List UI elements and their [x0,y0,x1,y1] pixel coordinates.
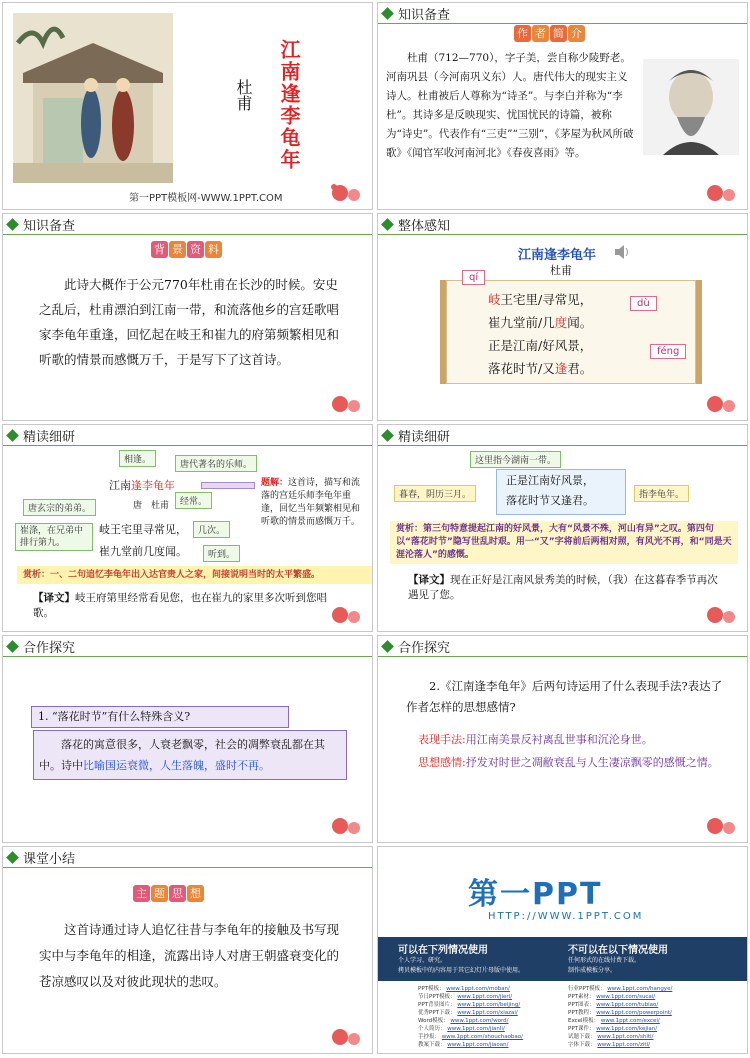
poem-line-1: 正是江南好风景， [506,474,594,487]
slide-3-background[interactable] [2,213,373,421]
flower-decoration-icon [703,179,741,205]
header-divider [3,867,372,868]
diamond-icon [381,218,394,231]
note-brother: 唐玄宗的弟弟。 [23,499,96,516]
header-label: 合作探究 [23,640,76,656]
slide-header [3,214,75,234]
diamond-icon [6,851,19,864]
diamond-icon [381,7,394,20]
painting-image [13,13,173,183]
badge-char: 简 [550,25,567,42]
badge-char: 背 [151,241,168,258]
analysis-bar: 赏析：一、二句追忆李龟年出入达官贵人之家，间接说明当时的太平繁盛。 [17,566,373,584]
poem-line: 岐王宅里/寻常见， [488,292,593,307]
badge-char: 题 [151,885,168,902]
note-musician: 唐代著名的乐师。 [175,455,257,472]
header-label: 精读细研 [398,429,451,445]
badge-background [151,241,222,258]
diamond-icon [6,640,19,653]
flower-decoration-icon [703,601,741,627]
poem-lines [488,288,592,380]
header-divider [378,445,747,446]
poem-author: 杜甫 [550,264,572,277]
badge-char: 思 [169,885,186,902]
slide-header [3,425,75,445]
summary-text: 这首诗通过诗人追忆往昔与李龟年的接触及书写现实中与李龟年的相逢，流露出诗人对唐王朝盛衰变化的苍凉感叹以及对彼此现状的悲叹。 [39,922,340,989]
badge-char: 作 [514,25,531,42]
note-cui: 崔涤，在兄弟中排行第九。 [15,523,93,551]
tijie: 题解：这首诗，描写和流落的宫廷乐师李龟年重逢，回忆当年频繁相见和听歌的情景而感慨万千。 [261,478,361,527]
flower-decoration-icon [328,179,366,205]
link-row[interactable]: 个人简历： www.1ppt.com/jianli/ [418,1026,505,1032]
badge-author-intro [514,25,585,42]
answer-text: 落花的寓意很多，人衰老飘零，社会的凋弊衰乱都在其中。诗中比喻国运衰微，人生落魄，盛时不再。 [39,738,325,772]
flower-decoration-icon [328,601,366,627]
slide-header [378,214,450,234]
slide-6-close-reading[interactable] [377,424,748,632]
poem-title: 江南逢李龟年 [109,479,175,492]
badge-char: 想 [187,885,204,902]
can-use-item: 个人学习、研究。 [398,957,447,964]
slide-10-end-page[interactable] [377,846,748,1054]
link-row[interactable]: PPT模板： www.1ppt.com/moban/ [418,986,510,992]
links-left [418,985,523,1049]
link-row[interactable]: PPT背景图片： www.1ppt.com/beijing/ [418,1002,521,1008]
can-use-item: 拷贝模板中的内容用于其它幻灯片母版中使用。 [398,967,525,974]
link-row[interactable]: PPT图表： www.1ppt.com/tubiao/ [568,1002,659,1008]
poem-title-vertical: 江南逢李龟年 [277,39,301,171]
pinyin-qi: qí [462,270,485,285]
link-row[interactable]: PPT教程： www.1ppt.com/powerpoint/ [568,1010,672,1016]
header-divider [378,23,747,24]
cannot-use-title: 不可以在以下情况使用 [568,945,668,956]
slide-2-author-intro[interactable] [377,2,748,210]
badge-theme [133,885,204,902]
note-late-spring: 暮春，阴历三月。 [394,485,476,502]
link-row[interactable]: 节日PPT模板： www.1ppt.com/jieri/ [418,994,513,1000]
header-divider [3,656,372,657]
poem-title: 江南逢李龟年 [518,248,597,263]
diamond-icon [6,218,19,231]
link-row[interactable]: 优秀PPT下载： www.1ppt.com/xiazai/ [418,1010,518,1016]
cannot-use-item: 制作成模板分享。 [568,967,617,974]
pinyin-feng: féng [650,344,686,359]
poem-line-1: 岐王宅里寻常见， [99,523,187,536]
header-label: 知识备查 [398,7,451,23]
poem-line-2: 落花时节又逢君。 [506,494,594,507]
slide-4-overview[interactable] [377,213,748,421]
header-label: 知识备查 [23,218,76,234]
slide-1-title[interactable] [2,2,373,210]
slide-7-discussion[interactable] [2,635,373,843]
flower-decoration-icon [703,812,741,838]
header-divider [3,445,372,446]
badge-char: 介 [568,25,585,42]
can-use-title: 可以在下列情况使用 [398,945,488,956]
footer-watermark: 第一PPT模板网-WWW.1PPT.COM [129,193,283,204]
logo: 第一PPT [468,877,603,912]
poem-line: 崔九堂前/几度闻。 [488,315,593,330]
link-row[interactable]: 试题下载： www.1ppt.com/shiti/ [568,1034,654,1040]
slide-5-close-reading[interactable] [2,424,373,632]
feeling-row: 思想感情:抒发对时世之凋敝衰乱与人生凄凉飘零的感慨之情。 [418,756,719,769]
badge-char: 者 [532,25,549,42]
flower-decoration-icon [328,390,366,416]
diamond-icon [381,640,394,653]
header-divider [3,234,372,235]
header-label: 合作探究 [398,640,451,656]
poem-line: 落花时节/又逢君。 [488,361,593,376]
flower-decoration-icon [703,390,741,416]
analysis-box: 赏析：第三句特意提起江南的好风景，大有“风景不殊，河山有异”之叹。第四句以“落花时节”隐写世乱时艰。用一“又”字将前后两相对照，有风光不再，和“同是天涯沦落人”的感慨。 [390,521,738,564]
badge-char: 资 [187,241,204,258]
links-right [568,985,672,1049]
poem-lines [506,471,594,511]
site-url[interactable]: HTTP://WWW.1PPT.COM [488,911,644,922]
diamond-icon [381,429,394,442]
poem-line-2: 崔九堂前几度闻。 [99,545,187,558]
link-row[interactable]: 手抄报： www.1ppt.com/shouchaobao/ [418,1034,524,1040]
pinyin-du: dù [630,296,657,311]
note-meet: 相逢。 [119,450,156,467]
header-label: 精读细研 [23,429,76,445]
author-vertical: 杜甫 [234,79,253,111]
poem-author: 唐 杜甫 [133,501,170,511]
link-row[interactable]: Excel模板： www.1ppt.com/excel/ [568,1018,660,1024]
link-row[interactable]: 字体下载： www.1ppt.com/ziti/ [568,1042,650,1048]
link-row[interactable]: PPT课件： www.1ppt.com/kejian/ [568,1026,658,1032]
note-heard: 听到。 [203,545,240,562]
note-li-guinian: 指李龟年。 [634,485,689,502]
speaker-icon[interactable] [613,244,631,260]
portrait-image [643,59,739,155]
badge-char: 景 [169,241,186,258]
poem-line: 正是江南/好风景， [488,338,593,353]
note-times: 几次。 [193,521,230,538]
author-bio-text: 杜甫（712—770），字子美，尝自称少陵野老。河南巩县（今河南巩义东）人。唐代伟大的现实主义诗人。杜甫被后人尊称为“诗圣”。与李白并称为“李杜”。其诗多是反映现实、忧国忧民的诗篇，被称为“诗史”。代表作有“三吏”“三别”，《茅屋为秋风所破歌》《闻官军收河南河北》《春夜喜雨》等。 [386,52,634,159]
badge-char: 主 [133,885,150,902]
cannot-use-item: 任何形式的在线付费下载。 [568,957,641,964]
slide-9-summary[interactable] [2,846,373,1054]
question-text: 2.《江南逢李龟年》后两句诗运用了什么表现手法?表达了作者怎样的思想感情? [406,679,723,714]
slide-header [378,3,450,23]
question-box: 1. “落花时节”有什么特殊含义? [31,706,289,728]
flower-decoration-icon [328,1023,366,1049]
slide-8-discussion[interactable] [377,635,748,843]
slide-header [378,425,450,445]
slide-header [378,636,450,656]
note-jiangnan: 这里指今湖南一带。 [470,451,561,468]
background-text: 此诗大概作于公元770年杜甫在长沙的时候。安史之乱后，杜甫漂泊到江南一带，和流落他乡的宫廷歌唱家李龟年重逢，回忆起在岐王和崔九的府第频繁相见和听歌的情景而感慨万千，于是写下了这首诗。 [39,277,340,367]
translation: 【译文】岐王府第里经常看见您，也在崔九的家里多次听到您唱歌。 [33,592,327,619]
poem-lines [99,519,187,563]
badge-char: 料 [205,241,222,258]
link-row[interactable]: 教案下载： www.1ppt.com/jiaoan/ [418,1042,509,1048]
arrow-connector [201,482,255,489]
header-label: 课堂小结 [23,851,76,867]
header-divider [378,234,747,235]
header-divider [378,656,747,657]
link-row[interactable]: Word模板： www.1ppt.com/word/ [418,1018,509,1024]
slide-header [3,847,75,867]
translation: 【译文】现在正好是江南风景秀美的时候，（我）在这暮春季节再次遇见了您。 [408,574,718,601]
method-row: 表现手法:用江南美景反衬离乱世事和沉沦身世。 [418,733,653,746]
link-row[interactable]: PPT素材： www.1ppt.com/sucai/ [568,994,656,1000]
flower-decoration-icon [328,812,366,838]
note-common: 经常。 [175,492,212,509]
diamond-icon [6,429,19,442]
link-row[interactable]: 行业PPT模板： www.1ppt.com/hangye/ [568,986,673,992]
slide-header [3,636,75,656]
header-label: 整体感知 [398,218,451,234]
